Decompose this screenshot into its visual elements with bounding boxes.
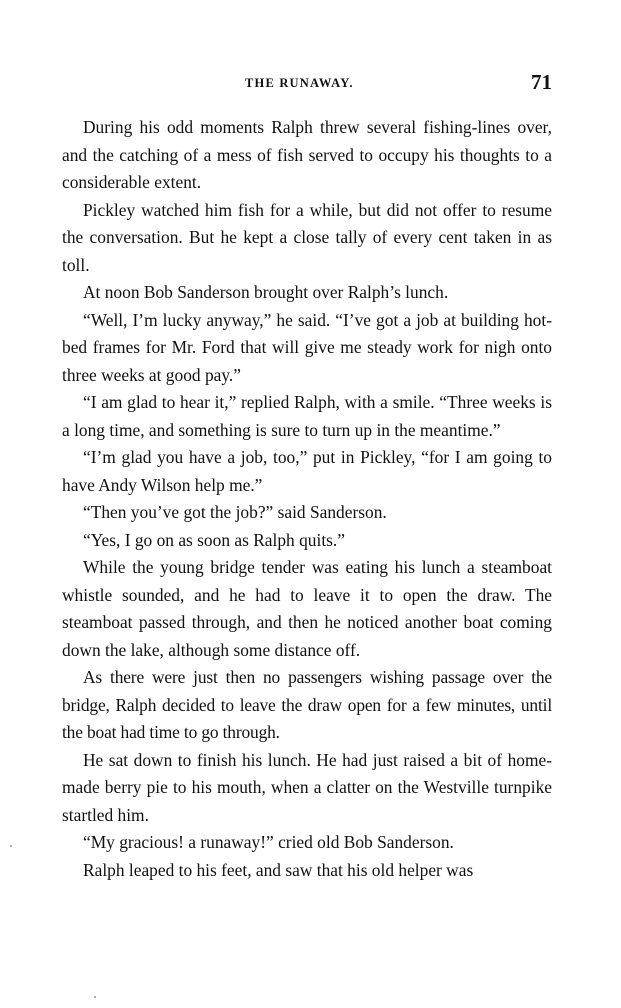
paragraph: He sat down to finish his lunch. He had just raised a bit of home-made berry pie to his mouth, when a clatter on the Westville turnpike startled him. (62, 749, 552, 825)
paragraph: “My gracious! a runaway!” cried old Bob Sanderson. (83, 832, 454, 852)
paragraph: During his odd moments Ralph threw several fishing-lines over, and the catching of a mess of fish served to occupy his thoughts to a considerable extent. (62, 117, 552, 192)
paragraph: While the young bridge tender was eating his lunch a steamboat whistle sounded, and he had to leave it to open the draw. The steamboat passed through, and then he noticed another boat coming down the lake, although some distance off. (62, 557, 552, 660)
running-title: THE RUNAWAY. (245, 76, 354, 90)
paragraph: Ralph leaped to his feet, and saw that his old helper was (83, 859, 474, 880)
paragraph: Pickley watched him fish for a while, but did not offer to resume the conversation. But he kept a close tally of every cent taken in as toll. (62, 199, 552, 275)
paragraph: “Well, I’m lucky anyway,” he said. “I’ve got a job at building hot-bed frames for Mr. Ford that will give me steady work for nigh onto three weeks at good pay.” (62, 309, 552, 385)
paragraph: At noon Bob Sanderson brought over Ralph’s lunch. (83, 282, 449, 302)
body-text (62, 114, 552, 884)
paragraph: As there were just then no passengers wishing passage over the bridge, Ralph decided to leave the draw open for a few minutes, until the boat had time to go through. (62, 667, 552, 742)
paragraph: “I’m glad you have a job, too,” put in Pickley, “for I am going to have Andy Wilson help me.” (62, 447, 552, 495)
paragraph: “I am glad to hear it,” replied Ralph, with a smile. “Three weeks is a long time, and something is sure to turn up in the meantime.” (62, 392, 552, 440)
paragraph: “Then you’ve got the job?” said Sanderson. (83, 502, 387, 522)
page-header (62, 70, 552, 94)
scan-speck (10, 845, 12, 847)
page-number: 71 (531, 70, 552, 94)
scan-speck (94, 996, 96, 998)
paragraph: “Yes, I go on as soon as Ralph quits.” (83, 529, 345, 550)
